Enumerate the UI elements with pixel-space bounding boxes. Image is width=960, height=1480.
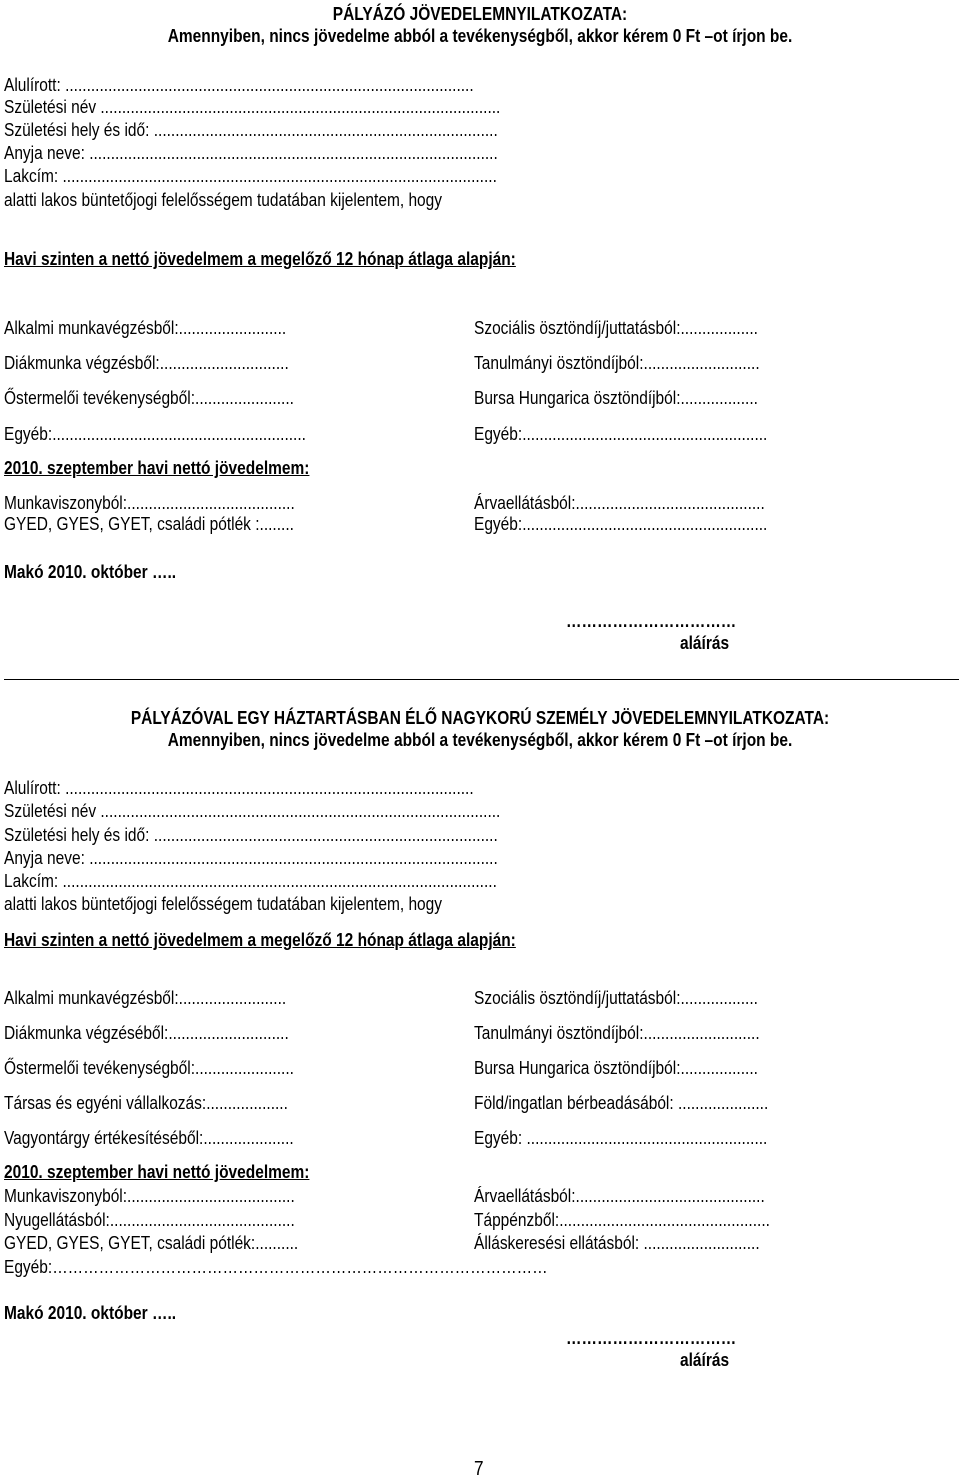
signature-label: aláírás [680,633,730,653]
september-heading: 2010. szeptember havi nettó jövedelmem: [4,458,310,478]
income-field[interactable]: Egyéb: ........................................................ [474,1128,768,1148]
address-field[interactable]: Lakcím: ..................................................................................................... [4,166,497,186]
income-field[interactable]: Tanulmányi ösztöndíjból:........................... [474,1023,760,1043]
mother-name-field[interactable]: Anyja neve: ............................................................................................... [4,848,498,868]
other-income-field[interactable]: Egyéb:…………………………………………………………………………………… [4,1257,548,1277]
address-field[interactable]: Lakcím: ..................................................................................................... [4,871,497,891]
income-field[interactable]: Őstermelői tevékenységből:....................... [4,388,294,408]
place-date: Makó 2010. október ….. [4,562,177,582]
income-field[interactable]: Egyéb:......................................................... [474,424,768,444]
income-field[interactable]: GYED, GYES, GYET, családi pótlék :........ [4,514,294,534]
income-field[interactable]: Egyéb:........................................................... [4,424,306,444]
section1-subtitle: Amennyiben, nincs jövedelme abból a tevékenységből, akkor kérem 0 Ft –ot írjon be. [167,26,793,46]
income-field[interactable]: Nyugellátásból:........................................... [4,1210,295,1230]
income-field[interactable]: Alkalmi munkavégzésből:......................... [4,318,287,338]
september-heading: 2010. szeptember havi nettó jövedelmem: [4,1162,310,1182]
income-field[interactable]: Táppénzből:................................................. [474,1210,770,1230]
income-field[interactable]: Vagyontárgy értékesítéséből:..................... [4,1128,294,1148]
name-field[interactable]: Alulírott: ............................................................................................... [4,75,474,95]
section1-title: PÁLYÁZÓ JÖVEDELEMNYILATKOZATA: [332,4,628,24]
place-date: Makó 2010. október ….. [4,1303,177,1323]
income-field[interactable]: Egyéb:......................................................... [474,514,768,534]
income-field[interactable]: Őstermelői tevékenységből:....................... [4,1058,294,1078]
income-field[interactable]: Árvaellátásból:............................................ [474,1186,765,1206]
income-field[interactable]: GYED, GYES, GYET, családi pótlék:.......... [4,1233,299,1253]
birth-place-date-field[interactable]: Születési hely és idő: ................................................................................ [4,120,498,140]
signature-line[interactable]: …………………………… [566,611,737,631]
income-field[interactable]: Bursa Hungarica ösztöndíjból:.................. [474,388,758,408]
income-field[interactable]: Tanulmányi ösztöndíjból:........................... [474,353,760,373]
statement-text: alatti lakos büntetőjogi felelősségem tudatában kijelentem, hogy [4,190,443,210]
income-field[interactable]: Munkaviszonyból:....................................... [4,493,295,513]
income-field[interactable]: Diákmunka végzésből:.............................. [4,353,289,373]
income-field[interactable]: Társas és egyéni vállalkozás:................... [4,1093,288,1113]
monthly-heading: Havi szinten a nettó jövedelmem a megelőző 12 hónap átlaga alapján: [4,930,516,950]
signature-label: aláírás [680,1350,730,1370]
section-divider [4,679,959,680]
name-field[interactable]: Alulírott: ............................................................................................... [4,778,474,798]
birth-place-date-field[interactable]: Születési hely és idő: ................................................................................ [4,825,498,845]
page-number: 7 [474,1458,484,1480]
income-field[interactable]: Álláskeresési ellátásból: ........................... [474,1233,760,1253]
income-field[interactable]: Bursa Hungarica ösztöndíjból:.................. [474,1058,758,1078]
income-field[interactable]: Munkaviszonyból:....................................... [4,1186,295,1206]
income-field[interactable]: Föld/ingatlan bérbeadásából: ..................... [474,1093,769,1113]
income-field[interactable]: Alkalmi munkavégzésből:......................... [4,988,287,1008]
birth-name-field[interactable]: Születési név ............................................................................................. [4,97,501,117]
income-field[interactable]: Diákmunka végzéséből:............................ [4,1023,289,1043]
section2-title: PÁLYÁZÓVAL EGY HÁZTARTÁSBAN ÉLŐ NAGYKORÚ SZEMÉLY JÖVEDELEMNYILATKOZATA: [130,708,830,728]
statement-text: alatti lakos büntetőjogi felelősségem tudatában kijelentem, hogy [4,894,443,914]
signature-line[interactable]: …………………………… [566,1328,737,1348]
income-field[interactable]: Szociális ösztöndíj/juttatásból:.................. [474,318,758,338]
income-field[interactable]: Szociális ösztöndíj/juttatásból:.................. [474,988,758,1008]
mother-name-field[interactable]: Anyja neve: ............................................................................................... [4,143,498,163]
section2-subtitle: Amennyiben, nincs jövedelme abból a tevékenységből, akkor kérem 0 Ft –ot írjon be. [167,730,793,750]
income-field[interactable]: Árvaellátásból:............................................ [474,493,765,513]
monthly-heading: Havi szinten a nettó jövedelmem a megelőző 12 hónap átlaga alapján: [4,249,516,269]
birth-name-field[interactable]: Születési név ............................................................................................. [4,801,501,821]
